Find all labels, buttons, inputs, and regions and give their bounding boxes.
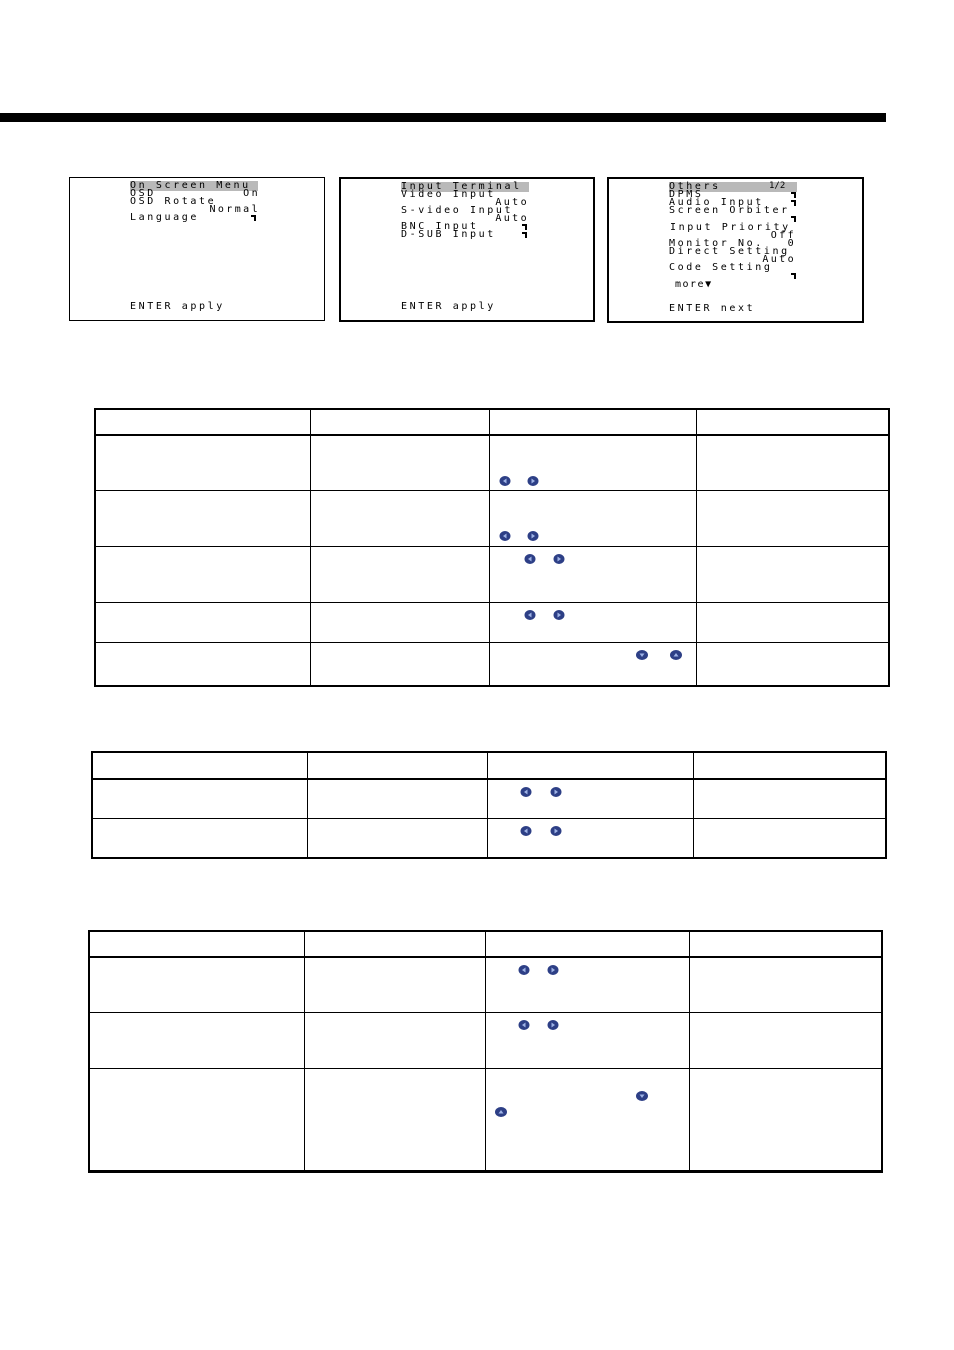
osd-title: Input Terminal <box>401 182 529 192</box>
table-row <box>90 1013 883 1069</box>
right-button-icon <box>553 553 565 565</box>
osd-title: Others <box>669 182 797 192</box>
right-button-icon <box>527 530 539 542</box>
osd-item-label: Monitor No. <box>669 238 764 249</box>
osd-item-value: Auto <box>495 197 529 208</box>
osd-item-value: Auto <box>762 254 796 265</box>
table-cell-operation <box>488 779 694 819</box>
table-cell-operation <box>486 1069 690 1171</box>
left-button-icon <box>520 786 532 798</box>
table-row <box>96 435 890 491</box>
submenu-arrow-icon <box>522 232 527 238</box>
submenu-arrow-icon <box>791 192 796 198</box>
osd-item-label: OSD <box>130 188 156 199</box>
submenu-arrow-icon <box>522 224 527 230</box>
left-button-icon <box>499 530 511 542</box>
table-row <box>93 819 887 859</box>
down-button-icon <box>636 649 648 661</box>
up-button-icon <box>670 649 682 661</box>
osd-item-value: On <box>243 188 260 199</box>
osd-screen-input-terminal <box>339 177 595 322</box>
osd-item-value: Normal <box>209 204 260 215</box>
osd-footer: ENTER apply <box>130 301 225 312</box>
table-row <box>90 1069 883 1171</box>
left-button-icon <box>524 553 536 565</box>
table-row <box>96 603 890 643</box>
left-button-icon <box>499 475 511 487</box>
osd-item-label: DPMS <box>669 189 704 200</box>
osd-footer: ENTER next <box>669 303 756 314</box>
table-cell-operation <box>490 547 697 603</box>
table-row <box>96 547 890 603</box>
submenu-arrow-icon <box>791 200 796 206</box>
right-button-icon <box>550 786 562 798</box>
submenu-arrow-icon <box>791 273 796 279</box>
settings-table-others <box>89 931 883 1171</box>
table-cell-operation <box>488 819 694 859</box>
left-button-icon <box>518 964 530 976</box>
right-button-icon <box>550 825 562 837</box>
osd-item-label: Video Input <box>401 189 496 200</box>
right-button-icon <box>547 964 559 976</box>
osd-item-label: BNC Input <box>401 221 479 232</box>
table-header-row <box>96 410 890 435</box>
osd-screen-others <box>607 177 864 323</box>
table-cell-operation <box>490 435 697 491</box>
osd-item-value: Off <box>770 230 796 241</box>
osd-item-label: Input Priority <box>670 222 791 233</box>
settings-table-on-screen-menu <box>95 409 890 687</box>
osd-title: On Screen Menu <box>130 181 258 191</box>
table-row <box>96 643 890 687</box>
osd-item-label: S-video Input <box>401 205 514 216</box>
left-button-icon <box>524 609 536 621</box>
submenu-arrow-icon <box>251 215 256 221</box>
up-button-icon <box>495 1106 507 1118</box>
table-cell-operation <box>490 491 697 547</box>
left-button-icon <box>518 1019 530 1031</box>
right-button-icon <box>527 475 539 487</box>
osd-item-label: Audio Input <box>669 197 764 208</box>
osd-item-label: Screen Orbiter <box>669 205 790 216</box>
settings-table-input-terminal <box>92 752 887 859</box>
osd-item-label: Direct Setting <box>669 246 790 257</box>
table-row <box>96 491 890 547</box>
osd-item-label: D-SUB Input <box>401 229 496 240</box>
right-button-icon <box>547 1019 559 1031</box>
osd-item-label: OSD Rotate <box>130 196 217 207</box>
osd-item-value: 0 <box>787 238 796 249</box>
table-cell-operation <box>490 643 697 687</box>
table-cell-operation <box>490 603 697 643</box>
osd-screen-on-screen-menu <box>69 177 325 321</box>
osd-item-label: Language <box>130 212 199 223</box>
right-button-icon <box>553 609 565 621</box>
submenu-arrow-icon <box>791 216 796 222</box>
down-button-icon <box>636 1090 648 1102</box>
table-cell-operation <box>486 1013 690 1069</box>
osd-item-label: Code Setting <box>669 262 773 273</box>
osd-page-indicator: 1/2 <box>769 181 786 191</box>
left-button-icon <box>520 825 532 837</box>
osd-footer: ENTER apply <box>401 301 496 312</box>
table-cell-operation <box>486 957 690 1013</box>
header-rule <box>0 113 886 122</box>
osd-item-value: Auto <box>495 213 529 224</box>
table-header-row <box>93 753 887 779</box>
table-row <box>93 779 887 819</box>
table-header-row <box>90 932 883 957</box>
table-row <box>90 957 883 1013</box>
osd-more: more▼ <box>675 279 713 290</box>
